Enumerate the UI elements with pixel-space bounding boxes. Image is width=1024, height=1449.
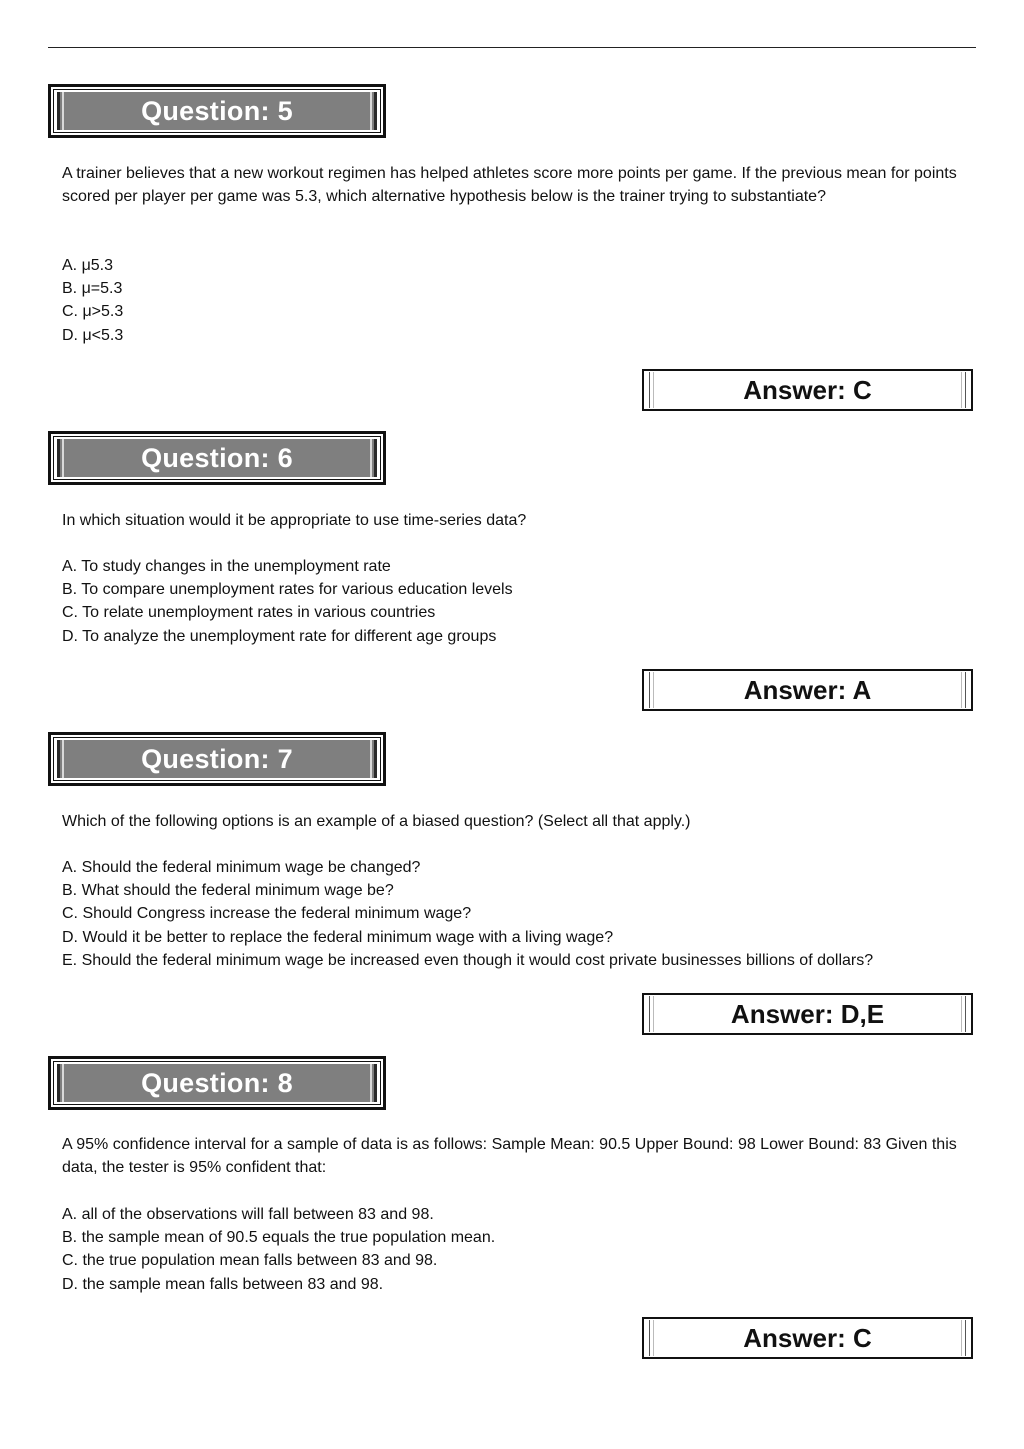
option-d: D. μ<5.3	[62, 326, 124, 344]
question-title: Question: 8	[141, 1067, 293, 1098]
answer-options	[62, 254, 962, 347]
question-stem: In which situation would it be appropriate to use time-series data?	[62, 512, 527, 529]
question-title: Question: 6	[141, 442, 293, 473]
answer-options	[62, 1203, 962, 1296]
option-d: D. Would it be better to replace the federal minimum wage with a living wage?	[62, 928, 614, 946]
answer-box	[642, 369, 973, 411]
question-stem: Which of the following options is an example of a biased question? (Select all that apply.)	[62, 813, 691, 830]
answer-options	[62, 555, 962, 648]
option-b: B. μ=5.3	[62, 280, 123, 298]
question-title: Question: 7	[141, 743, 293, 774]
option-b: B. the sample mean of 90.5 equals the true population mean.	[62, 1229, 496, 1247]
option-d: D. the sample mean falls between 83 and 98.	[62, 1275, 384, 1293]
answer-box	[642, 669, 973, 711]
answer-label: Answer: A	[743, 674, 872, 705]
answer-label: Answer: C	[743, 1322, 872, 1353]
question-header	[48, 732, 386, 786]
option-c: C. To relate unemployment rates in various countries	[62, 604, 436, 622]
option-c: C. Should Congress increase the federal minimum wage?	[62, 905, 472, 923]
question-header	[48, 431, 386, 485]
option-e: E. Should the federal minimum wage be increased even though it would cost private businesses billions of dollars?	[62, 951, 874, 969]
answer-options	[62, 856, 962, 972]
option-a: A. all of the observations will fall between 83 and 98.	[62, 1206, 434, 1223]
question-stem: A trainer believes that a new workout regimen has helped athletes score more points per game. If the previous mean for points scored per player per game was 5.3, which alternative hypothesis below is the trainer trying to substantiate?	[62, 165, 957, 205]
question-text	[62, 509, 962, 532]
answer-label: Answer: C	[743, 374, 872, 405]
option-c: C. μ>5.3	[62, 303, 124, 321]
option-b: B. What should the federal minimum wage be?	[62, 882, 394, 900]
option-a: A. Should the federal minimum wage be changed?	[62, 859, 421, 876]
question-text	[62, 810, 962, 833]
question-title: Question: 5	[141, 95, 293, 126]
question-header	[48, 84, 386, 138]
question-text	[62, 162, 962, 208]
option-d: D. To analyze the unemployment rate for different age groups	[62, 627, 497, 645]
answer-box	[642, 993, 973, 1035]
question-text	[62, 1133, 962, 1179]
question-header	[48, 1056, 386, 1110]
option-b: B. To compare unemployment rates for various education levels	[62, 581, 513, 599]
question-stem: A 95% confidence interval for a sample of data is as follows: Sample Mean: 90.5 Upper Bound: 98 Lower Bound: 83 Given this data, the tester is 95% confident that:	[62, 1136, 957, 1176]
option-c: C. the true population mean falls between 83 and 98.	[62, 1252, 438, 1270]
answer-label: Answer: D,E	[730, 998, 885, 1029]
answer-box	[642, 1317, 973, 1359]
header-rule	[48, 47, 976, 48]
option-a: A. To study changes in the unemployment rate	[62, 558, 391, 575]
option-a: A. μ5.3	[62, 257, 114, 274]
